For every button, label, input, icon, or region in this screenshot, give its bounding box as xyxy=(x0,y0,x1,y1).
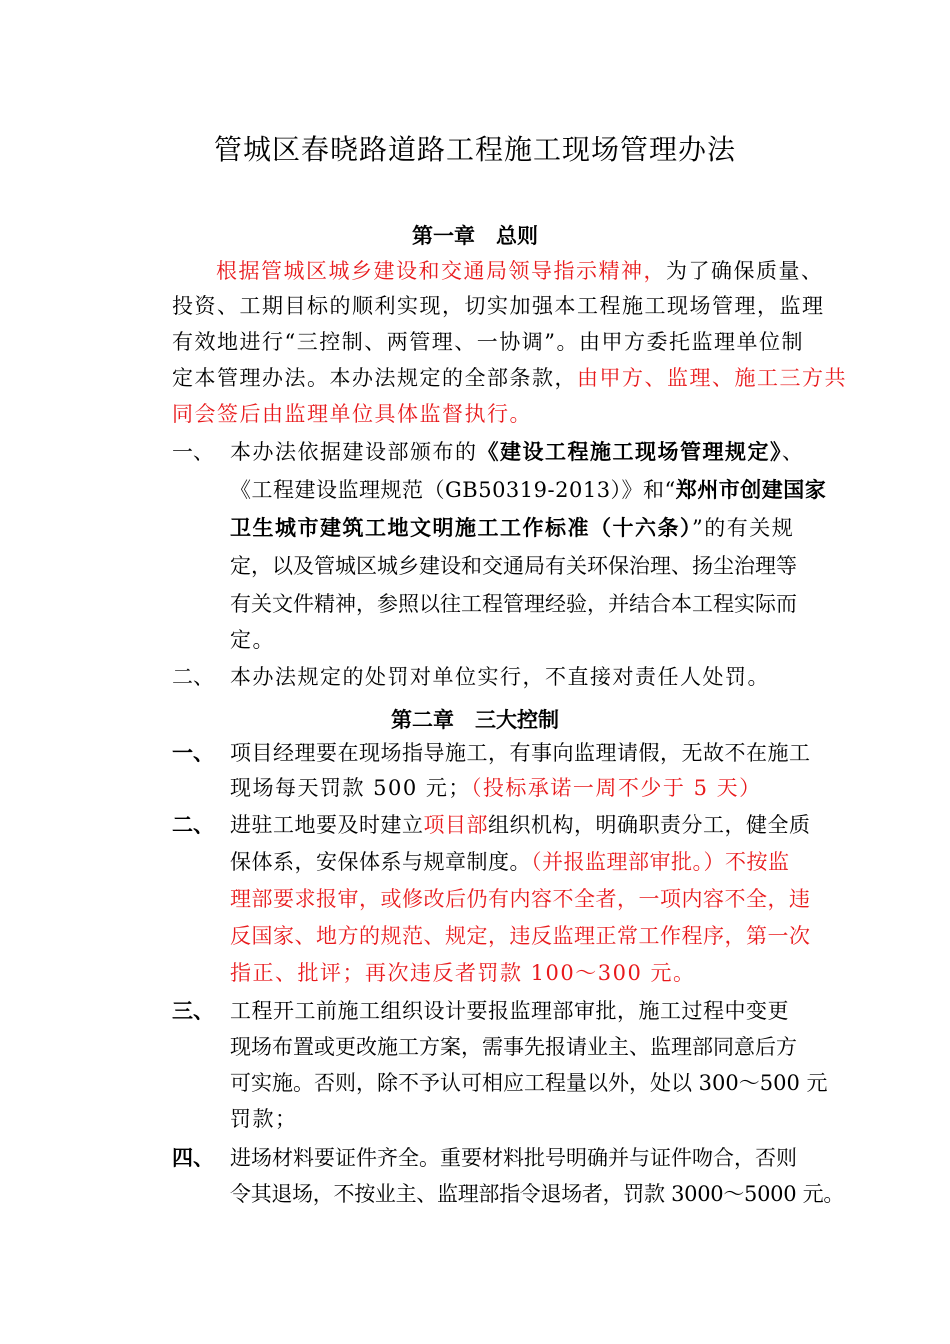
item-number: 二、 xyxy=(172,665,214,689)
ch1-item1-line-2 xyxy=(230,475,826,505)
item-text: 进驻工地要及时建立 xyxy=(230,813,424,837)
item-number: 一、 xyxy=(172,440,214,464)
item-text: ”的有关规 xyxy=(692,516,795,540)
regulation-title: 郑州市创建国家 xyxy=(675,477,827,502)
ch2-item2-line-4: 反国家、地方的规范、规定，违反监理正常工作程序，第一次 xyxy=(230,924,811,948)
item-red-text: 项目部 xyxy=(423,813,488,837)
ch2-item1-line-1: 项目经理要在现场指导施工，有事向监理请假，无故不在施工 xyxy=(230,741,811,765)
ch1-item1-line-1 xyxy=(230,437,805,467)
chapter-1-heading: 第一章 总则 xyxy=(412,223,538,248)
intro-text: 定本管理办法。本办法规定的全部条款， xyxy=(172,366,577,390)
item-text: 现场每天罚款 500 元； xyxy=(230,776,471,800)
ch2-item3-line-4: 罚款； xyxy=(230,1107,298,1131)
item-text: 保体系，安保体系与规章制度。 xyxy=(230,850,531,874)
ch2-item3-line-2: 现场布置或更改施工方案，需事先报请业主、监理部同意后方 xyxy=(230,1035,797,1059)
item-number: 三、 xyxy=(172,998,214,1023)
item-number: 二、 xyxy=(172,812,214,837)
item-text: 、 xyxy=(782,440,805,464)
ch2-item1-line-2 xyxy=(230,773,762,803)
chapter-2-heading: 第二章 三大控制 xyxy=(391,707,559,732)
item-text: 《工程建设监理规范（GB50319-2013）》和“ xyxy=(230,478,676,502)
intro-line-2: 投资、工期目标的顺利实现，切实加强本工程施工现场管理，监理 xyxy=(172,294,825,318)
item-number: 四、 xyxy=(172,1145,214,1170)
ch2-item3-line-3: 可实施。否则，除不予认可相应工程量以外，处以 300～500 元 xyxy=(230,1071,828,1095)
regulation-title: 卫生城市建筑工地文明施工工作标准（十六条） xyxy=(230,515,692,540)
ch1-item1-line-6: 定。 xyxy=(230,628,275,652)
intro-line-4 xyxy=(172,363,847,393)
ch2-item2-line-5: 指正、批评；再次违反者罚款 100～300 元。 xyxy=(230,961,696,985)
ch1-item1-line-3 xyxy=(230,513,794,543)
ch2-item2-line-3: 理部要求报审，或修改后仍有内容不全者，一项内容不全，违 xyxy=(230,887,811,911)
item-red-text: （投标承诺一周不少于 5 天） xyxy=(470,776,762,800)
ch2-item3-line-1: 工程开工前施工组织设计要报监理部审批，施工过程中变更 xyxy=(230,999,789,1023)
ch1-item1-line-4: 定，以及管城区城乡建设和交通局有关环保治理、扬尘治理等 xyxy=(230,554,797,578)
ch1-item1-line-5: 有关文件精神，参照以往工程管理经验，并结合本工程实际而 xyxy=(230,592,797,616)
intro-red-text: 根据管城区城乡建设和交通局领导指示精神， xyxy=(216,259,666,283)
ch2-item2-line-2 xyxy=(230,847,790,877)
item-number: 一、 xyxy=(172,740,214,765)
ch2-item4-line-1: 进场材料要证件齐全。重要材料批号明确并与证件吻合，否则 xyxy=(230,1146,797,1170)
ch1-item2-line-1: 本办法规定的处罚对单位实行，不直接对责任人处罚。 xyxy=(230,665,770,689)
item-text: 组织机构，明确职责分工，健全质 xyxy=(488,813,811,837)
item-red-text: （并报监理部审批。）不按监 xyxy=(531,850,790,874)
document-title: 管城区春晓路道路工程施工现场管理办法 xyxy=(213,133,736,166)
item-text: 本办法依据建设部颁布的 xyxy=(230,440,478,464)
ch2-item2-line-1 xyxy=(230,810,811,840)
regulation-title: 《建设工程施工现场管理规定》 xyxy=(477,439,782,464)
intro-line-3: 有效地进行“三控制、两管理、一协调”。由甲方委托监理单位制 xyxy=(172,330,804,354)
intro-text: 为了确保质量、 xyxy=(666,259,824,283)
intro-line-5: 同会签后由监理单位具体监督执行。 xyxy=(172,402,532,426)
intro-line-1 xyxy=(216,256,824,286)
ch2-item4-line-2: 令其退场，不按业主、监理部指令退场者，罚款 3000～5000 元。 xyxy=(230,1182,845,1206)
intro-red-text: 由甲方、监理、施工三方共 xyxy=(577,366,847,390)
